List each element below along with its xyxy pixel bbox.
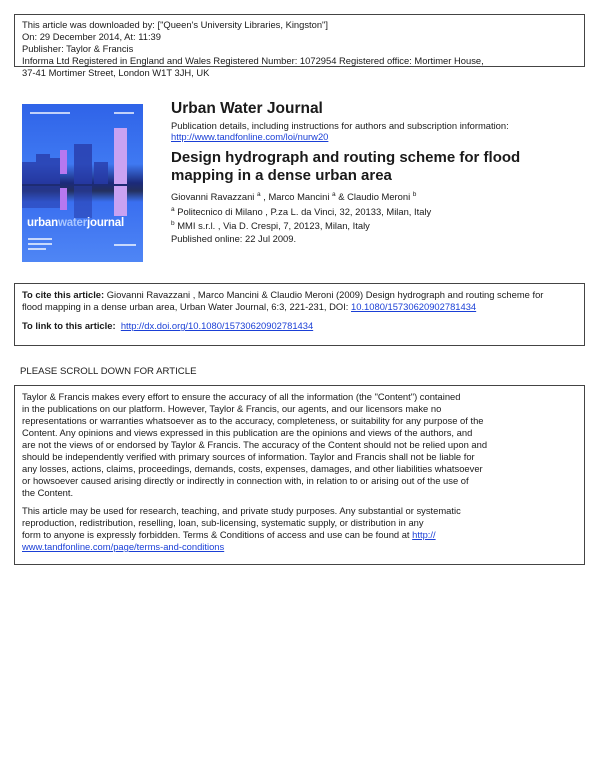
journal-info — [171, 100, 581, 245]
published-date: Published online: 22 Jul 2009. — [171, 232, 297, 244]
reflection-shape — [74, 186, 92, 218]
disclaimer-line: should be independently verified with primary sources of information. Taylor and Francis shall not be liable for — [22, 451, 475, 462]
usage-line: reproduction, redistribution, reselling, loan, sub-licensing, systematic supply, or distribution in any — [22, 517, 424, 528]
download-notice-box — [14, 14, 585, 78]
terms-link-part2[interactable]: www.tandfonline.com/page/terms-and-conditions — [22, 541, 225, 552]
tower-shape — [114, 128, 127, 184]
usage-line: This article may be used for research, teaching, and private study purposes. Any substantial or systematic — [22, 505, 461, 516]
cite-line-2 — [22, 301, 584, 313]
affiliation-marker: a — [332, 191, 336, 198]
cite-line-1 — [22, 289, 584, 301]
cover-issn-text — [114, 112, 134, 114]
building-shape — [50, 158, 60, 184]
affiliation-text: Politecnico di Milano , P.za L. da Vinci, 32, 20133, Milan, Italy — [177, 205, 432, 217]
affiliation-marker: b — [171, 220, 175, 228]
journal-url-link[interactable]: http://www.tandfonline.com/loi/nurw20 — [171, 131, 329, 142]
disclaimer-paragraph — [22, 391, 584, 499]
usage-paragraph — [22, 505, 584, 553]
link-line — [22, 320, 584, 332]
cover-header-text — [30, 112, 70, 114]
link-label: To link to this article: — [22, 320, 116, 331]
terms-link-part1[interactable]: http:// — [412, 529, 436, 540]
usage-text: form to anyone is expressly forbidden. Terms & Conditions of access and use can be found at — [22, 529, 413, 540]
cover-publisher-text — [114, 244, 136, 246]
disclaimer-line: the Content. — [22, 487, 74, 498]
cite-label: To cite this article: — [22, 289, 105, 300]
reflection-shape — [60, 188, 67, 210]
affiliation-marker: a — [257, 191, 261, 198]
building-shape — [60, 150, 67, 174]
disclaimer-box — [14, 385, 585, 565]
article-title — [171, 149, 581, 185]
usage-line — [22, 541, 584, 553]
building-shape — [36, 154, 50, 184]
building-shape — [22, 162, 36, 184]
disclaimer-line: representations or warranties whatsoever as to the accuracy, completeness, or suitability for any purpose of the — [22, 415, 484, 426]
cover-footer-text — [28, 243, 52, 245]
cite-text: flood mapping in a dense urban area, Urban Water Journal, 6:3, 221-231, DOI: — [22, 301, 352, 312]
citation-box — [14, 283, 585, 346]
author-name: Marco Mancini — [268, 191, 330, 203]
affiliation-text: MMI s.r.l. , Via D. Crespi, 7, 20123, Milan, Italy — [177, 220, 370, 232]
scroll-down-notice: PLEASE SCROLL DOWN FOR ARTICLE — [20, 366, 197, 377]
affiliation-marker: b — [412, 191, 417, 198]
usage-line — [22, 529, 584, 541]
disclaimer-line: in the publications on our platform. However, Taylor & Francis, our agents, and our licensors make no — [22, 403, 442, 414]
building-shape — [74, 144, 92, 184]
author-name: Giovanni Ravazzani — [171, 191, 255, 203]
affiliation-marker: a — [171, 205, 175, 213]
download-date-line: On: 29 December 2014, At: 11:39 — [22, 31, 161, 42]
building-shape — [94, 162, 108, 184]
authors-line: Giovanni Ravazzani $^a$ , Marco Mancini $^a$ & Claudio Meroni $^b$ — [171, 191, 417, 203]
affiliation-a — [171, 204, 581, 219]
doi-link[interactable]: 10.1080/15730620902781434 — [351, 301, 477, 312]
publisher-line: Publisher: Taylor & Francis — [22, 43, 134, 54]
affiliation-b — [171, 218, 581, 233]
cover-footer-text — [28, 238, 52, 240]
reflection-shape — [22, 186, 60, 208]
author-name: Claudio Meroni — [347, 191, 411, 203]
article-doi-url-link[interactable]: http://dx.doi.org/10.1080/15730620902781434 — [120, 320, 314, 331]
disclaimer-line: Content. Any opinions and views expressed in this publication are the opinions and views of the authors, and — [22, 427, 473, 438]
journal-cover-image — [22, 104, 143, 262]
disclaimer-line: any losses, actions, claims, proceedings, demands, costs, expenses, damages, and other liabilities whatsoever — [22, 463, 483, 474]
cover-footer-text — [28, 248, 46, 250]
journal-title: Urban Water Journal — [171, 100, 323, 117]
download-by-line: This article was downloaded by: ["Queen's University Libraries, Kingston"] — [22, 19, 328, 30]
cite-text: Giovanni Ravazzani , Marco Mancini & Claudio Meroni (2009) Design hydrograph and routing scheme for — [104, 289, 544, 300]
disclaimer-line: or howsoever caused arising directly or indirectly in connection with, in relation to or arising out of the use of — [22, 475, 469, 486]
registration-line: Informa Ltd Registered in England and Wales Registered Number: 1072954 Registered office: Mortimer House, — [22, 55, 484, 66]
article-title-line: Design hydrograph and routing scheme for flood — [171, 149, 521, 166]
publication-details — [171, 120, 581, 142]
disclaimer-line: Taylor & Francis makes every effort to ensure the accuracy of all the information (the "Content") contained — [22, 391, 461, 402]
publication-details-text: Publication details, including instructions for authors and subscription information: — [171, 120, 509, 131]
cover-logo: urbanwaterjournal — [27, 217, 124, 229]
disclaimer-line: are not the views of or endorsed by Taylor & Francis. The accuracy of the Content should not be relied upon and — [22, 439, 488, 450]
article-title-line: mapping in a dense urban area — [171, 167, 392, 184]
address-line: 37-41 Mortimer Street, London W1T 3JH, UK — [22, 67, 210, 78]
reflection-shape — [114, 186, 127, 216]
